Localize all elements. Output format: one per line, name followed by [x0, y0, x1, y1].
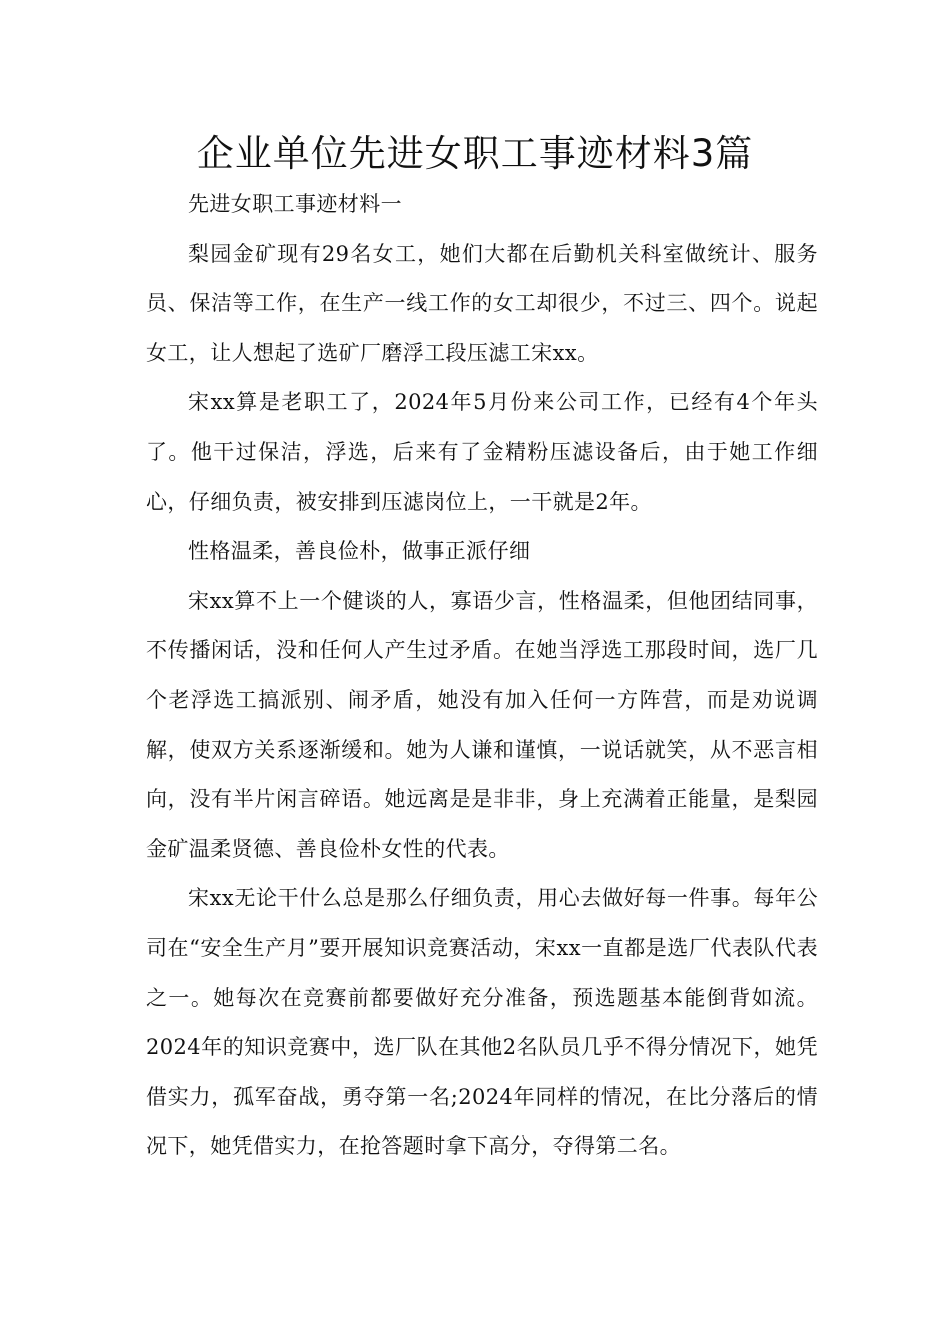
paragraph: 梨园金矿现有29名女工，她们大都在后勤机关科室做统计、服务员、保洁等工作，在生产一线工作的女工却很少，不过三、四个。说起女工，让人想起了选矿厂磨浮工段压滤工宋xx。 [146, 241, 818, 365]
paragraph: 宋xx算不上一个健谈的人，寡语少言，性格温柔，但他团结同事，不传播闲话，没和任何人产生过矛盾。在她当浮选工那段时间，选厂几个老浮选工搞派别、闹矛盾，她没有加入任何一方阵营，而是劝说调解，使双方关系逐渐缓和。她为人谦和谨慎，一说话就笑，从不恶言相向，没有半片闲言碎语。她远离是是非非，身上充满着正能量，是梨园金矿温柔贤德、善良俭朴女性的代表。 [146, 588, 818, 861]
paragraph: 宋xx无论干什么总是那么仔细负责，用心去做好每一件事。每年公司在“安全生产月”要开展知识竞赛活动，宋xx一直都是选厂代表队代表之一。她每次在竞赛前都要做好充分准备，预选题基本能倒背如流。2024年的知识竞赛中，选厂队在其他2名队员几乎不得分情况下，她凭借实力，孤军奋战，勇夺第一名;2024年同样的情况，在比分落后的情况下，她凭借实力，在抢答题时拿下高分，夺得第二名。 [146, 886, 818, 1159]
section-subheading: 性格温柔，善良俭朴，做事正派仔细 [188, 539, 531, 564]
paragraph: 宋xx算是老职工了，2024年5月份来公司工作，已经有4个年头了。他干过保洁，浮选，后来有了金精粉压滤设备后，由于她工作细心，仔细负责，被安排到压滤岗位上，一干就是2年。 [146, 390, 818, 514]
section-heading: 先进女职工事迹材料一 [188, 192, 402, 216]
document-body [146, 180, 818, 1172]
document-title: 企业单位先进女职工事迹材料3篇 [196, 132, 754, 175]
